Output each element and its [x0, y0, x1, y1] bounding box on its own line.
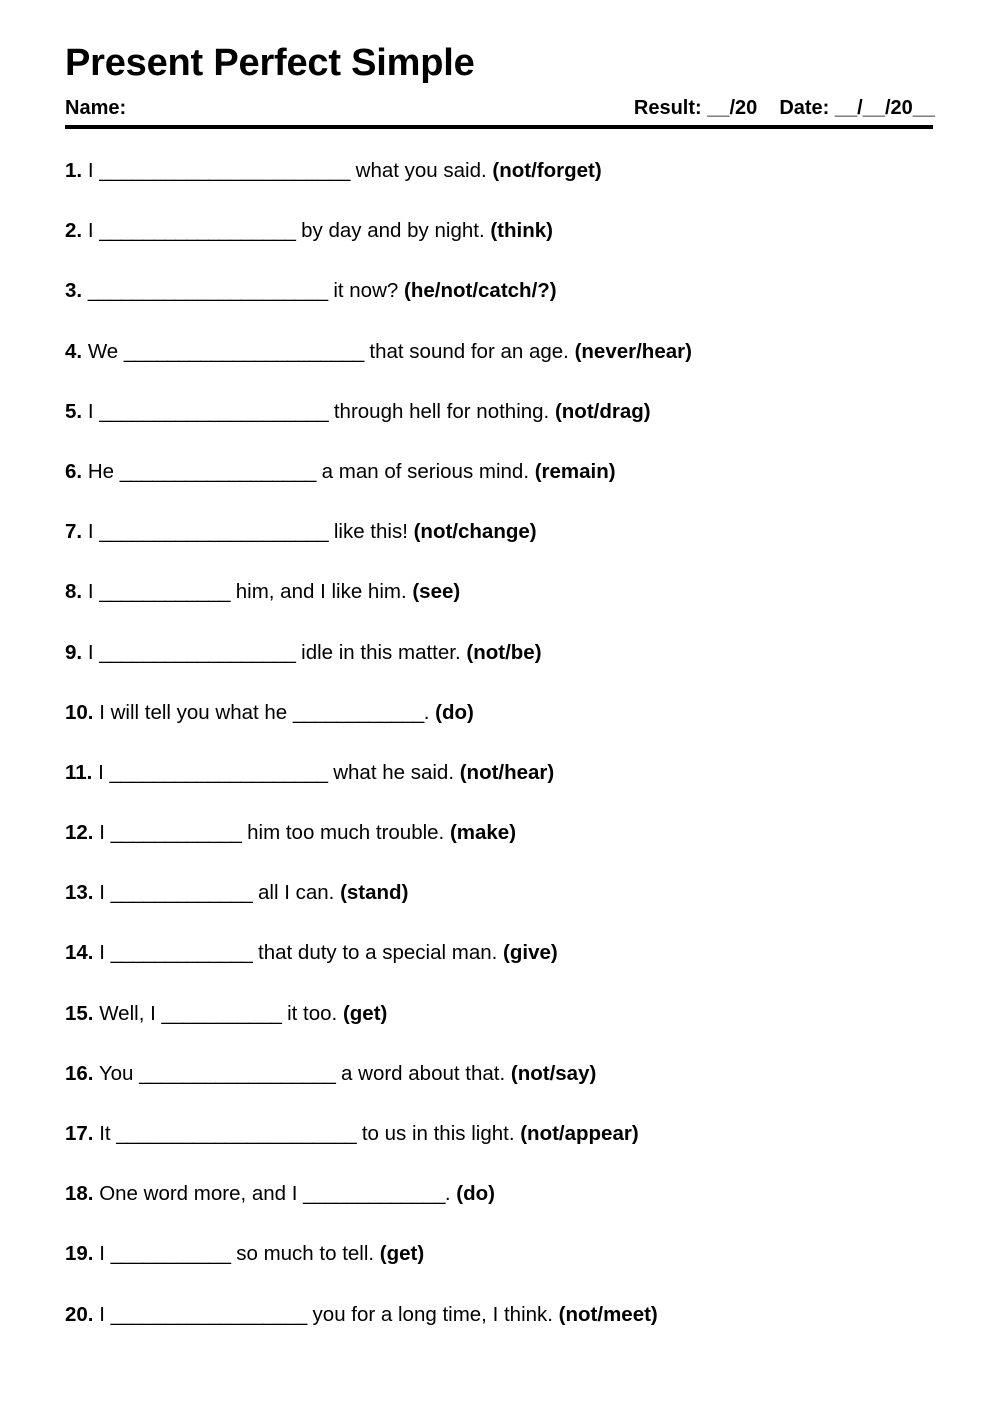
question-text-after-blank: it now?: [327, 279, 404, 303]
question-item: [65, 400, 935, 424]
question-text-before-blank: I will tell you what he: [99, 700, 293, 724]
verb-cue: (give): [503, 941, 558, 965]
question-text-after-blank: idle in this matter.: [295, 640, 467, 664]
verb-cue: (he/not/catch/?): [404, 279, 557, 303]
verb-cue: (stand): [340, 881, 409, 905]
verb-cue: (not/change): [413, 520, 537, 544]
verb-cue: (not/drag): [554, 399, 651, 423]
question-item: [65, 941, 935, 965]
question-text-before-blank: He: [87, 459, 120, 483]
question-number: 15.: [65, 1001, 94, 1025]
question-text-before-blank: I: [98, 760, 110, 784]
question-item: [65, 881, 935, 905]
question-text-after-blank: so much to tell.: [230, 1242, 380, 1266]
question-text-before-blank: You: [98, 1061, 140, 1085]
question-text-after-blank: by day and by night.: [295, 219, 491, 243]
question-text-before-blank: I: [99, 881, 111, 905]
question-text-after-blank: it too.: [281, 1001, 343, 1025]
result-label: Result:: [633, 97, 702, 119]
question-item: [65, 641, 935, 665]
question-text-before-blank: I: [87, 399, 100, 423]
verb-cue: (remain): [534, 459, 616, 483]
question-text-before-blank: I: [99, 941, 111, 965]
verb-cue: (not/be): [466, 640, 542, 664]
question-text-before-blank: I: [87, 640, 100, 664]
question-number: 14.: [65, 941, 94, 965]
question-item: [65, 520, 935, 544]
question-text-after-blank: a word about that.: [335, 1061, 511, 1085]
question-text-before-blank: I: [99, 821, 111, 845]
answer-blank[interactable]: ______________________: [123, 339, 364, 363]
question-item: [65, 460, 935, 484]
question-item: [65, 1182, 935, 1206]
name-label: Name:: [65, 97, 127, 119]
result-field[interactable]: [634, 96, 757, 120]
question-text-after-blank: through hell for nothing.: [328, 399, 555, 423]
answer-blank[interactable]: _____________: [110, 941, 253, 965]
question-number: 20.: [65, 1302, 94, 1326]
question-list: [65, 159, 935, 1327]
question-item: [65, 1002, 935, 1026]
question-number: 5.: [65, 399, 83, 423]
answer-blank[interactable]: ____________: [99, 580, 231, 604]
worksheet-sheet: [65, 44, 935, 1327]
question-text-after-blank: that duty to a special man.: [252, 941, 504, 965]
result-date-group: [634, 96, 935, 120]
answer-blank[interactable]: ______________________: [87, 279, 328, 303]
verb-cue: (make): [449, 821, 517, 845]
verb-cue: (not/appear): [520, 1122, 639, 1145]
answer-blank[interactable]: ____________: [292, 700, 424, 724]
question-text-after-blank: what he said.: [327, 760, 460, 784]
question-text-after-blank: a man of serious mind.: [315, 459, 535, 483]
question-number: 16.: [65, 1061, 94, 1085]
question-number: 4.: [65, 339, 83, 363]
answer-blank[interactable]: _______________________: [99, 159, 350, 182]
question-item: [65, 1242, 935, 1266]
question-text-before-blank: I: [99, 1302, 111, 1326]
question-number: 1.: [65, 159, 83, 182]
answer-blank[interactable]: _____________________: [99, 520, 329, 544]
question-text-after-blank: all I can.: [252, 881, 341, 905]
answer-blank[interactable]: _____________________: [99, 399, 329, 423]
date-value: __/__/20__: [834, 97, 935, 119]
question-text-before-blank: I: [87, 219, 100, 243]
question-item: [65, 279, 935, 303]
question-number: 9.: [65, 640, 83, 664]
worksheet-meta-row: [65, 96, 935, 125]
question-item: [65, 701, 935, 725]
verb-cue: (not/say): [510, 1061, 597, 1085]
question-number: 17.: [65, 1122, 94, 1145]
question-text-before-blank: One word more, and I: [99, 1182, 304, 1206]
answer-blank[interactable]: ____________________: [109, 760, 328, 784]
question-number: 11.: [65, 760, 93, 784]
verb-cue: (not/meet): [558, 1302, 658, 1326]
question-item: [65, 580, 935, 604]
question-number: 6.: [65, 459, 83, 483]
answer-blank[interactable]: ____________: [110, 821, 242, 845]
question-text-before-blank: Well, I: [99, 1001, 162, 1025]
question-text-before-blank: I: [87, 159, 100, 182]
question-text-after-blank: .: [444, 1182, 457, 1206]
question-number: 19.: [65, 1242, 94, 1266]
question-number: 2.: [65, 219, 83, 243]
question-item: [65, 340, 935, 364]
question-text-after-blank: like this!: [328, 520, 414, 544]
question-text-before-blank: I: [87, 520, 100, 544]
date-label: Date:: [779, 97, 830, 119]
question-text-after-blank: that sound for an age.: [363, 339, 575, 363]
question-number: 12.: [65, 821, 94, 845]
answer-blank[interactable]: __________________: [99, 640, 296, 664]
question-item: [65, 219, 935, 243]
question-text-after-blank: you for a long time, I think.: [306, 1302, 559, 1326]
page-title: Present Perfect Simple: [65, 42, 475, 84]
question-text-before-blank: I: [99, 1242, 111, 1266]
answer-blank[interactable]: ___________: [110, 1242, 231, 1266]
question-text-after-blank: him too much trouble.: [241, 821, 450, 845]
question-text-before-blank: I: [87, 580, 100, 604]
answer-blank[interactable]: __________________: [99, 219, 296, 243]
question-text-after-blank: what you said.: [349, 159, 493, 182]
question-number: 7.: [65, 520, 83, 544]
question-item: [65, 1303, 935, 1327]
question-text-before-blank: We: [87, 339, 124, 363]
verb-cue: (not/forget): [492, 159, 602, 182]
question-item: [65, 1062, 935, 1086]
verb-cue: (never/hear): [574, 339, 692, 363]
header-divider: [65, 125, 933, 129]
date-field[interactable]: [779, 96, 935, 120]
verb-cue: (get): [342, 1001, 388, 1025]
answer-blank[interactable]: _____________: [303, 1182, 445, 1206]
verb-cue: (see): [412, 580, 461, 604]
question-text-after-blank: .: [423, 700, 436, 724]
question-number: 10.: [65, 700, 94, 724]
answer-blank[interactable]: __________________: [139, 1061, 336, 1085]
question-text-after-blank: to us in this light.: [356, 1122, 521, 1145]
question-item: [65, 761, 935, 785]
answer-blank[interactable]: __________________: [110, 1302, 307, 1326]
question-item: [65, 159, 935, 183]
question-text-after-blank: him, and I like him.: [230, 580, 413, 604]
question-number: 8.: [65, 580, 83, 604]
verb-cue: (get): [379, 1242, 425, 1266]
answer-blank[interactable]: ___________: [161, 1001, 282, 1025]
verb-cue: (not/hear): [459, 760, 555, 784]
question-number: 13.: [65, 881, 94, 905]
question-item: [65, 1122, 935, 1146]
result-value: __/20: [707, 97, 758, 119]
question-item: [65, 821, 935, 845]
answer-blank[interactable]: __________________: [119, 459, 316, 483]
verb-cue: (do): [456, 1182, 495, 1206]
question-number: 18.: [65, 1182, 94, 1206]
question-text-before-blank: It: [99, 1122, 117, 1145]
verb-cue: (do): [435, 700, 474, 724]
verb-cue: (think): [490, 219, 553, 243]
question-number: 3.: [65, 279, 83, 303]
answer-blank[interactable]: _____________: [110, 881, 253, 905]
answer-blank[interactable]: ______________________: [116, 1122, 357, 1145]
